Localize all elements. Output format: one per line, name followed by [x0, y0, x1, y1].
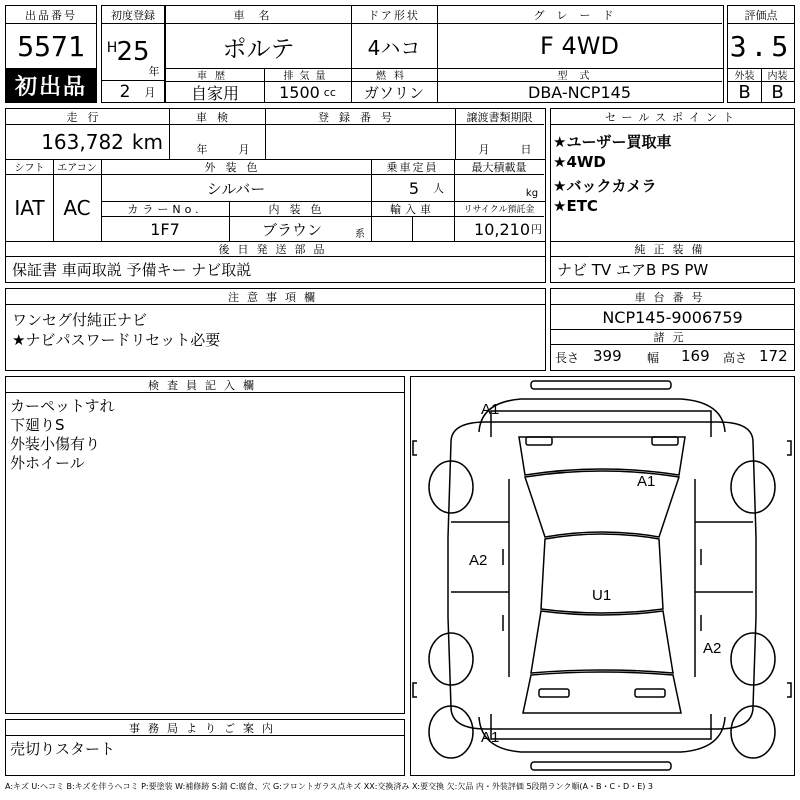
score-box — [727, 5, 795, 103]
notes-box — [5, 288, 546, 371]
sales-box — [550, 108, 795, 283]
height: 172 — [759, 347, 788, 365]
reg-label: 登録番号 — [265, 109, 455, 125]
damage-mark: A1 — [637, 473, 656, 490]
shift: IAT — [14, 196, 45, 220]
car-outline — [411, 377, 793, 774]
car-name-label: 車名 — [166, 6, 351, 24]
fuel: ガソリン — [363, 83, 424, 102]
later-items: 保証書 車両取説 予備キー ナビ取説 — [12, 261, 252, 279]
width: 169 — [681, 347, 710, 365]
year: 25 — [116, 37, 150, 67]
model-label: 型式 — [437, 68, 722, 82]
displacement-label: 排気量 — [264, 68, 351, 82]
note-line: ★ナビパスワードリセット必要 — [12, 331, 221, 349]
office-box — [5, 719, 405, 776]
first-reg-label: 初度登録 — [102, 6, 164, 24]
car-name: ポルテ — [222, 34, 295, 63]
inspector-label: 検査員記入欄 — [6, 377, 404, 393]
sales-point: ★4WD — [553, 153, 606, 171]
equip-label: 純正装備 — [551, 241, 794, 257]
door-label: ドア形状 — [351, 6, 437, 24]
displacement-unit: cc — [323, 85, 336, 99]
note-line: ワンセグ付純正ナビ — [12, 311, 148, 329]
first-listing-badge: 初出品 — [6, 68, 96, 102]
exterior-grade: B — [738, 81, 751, 103]
fuel-label: 燃料 — [351, 68, 437, 82]
length-label: 長さ — [555, 351, 580, 365]
int-color-label: 内装色 — [229, 201, 371, 217]
height-label: 高さ — [723, 351, 748, 365]
details-box — [5, 108, 546, 283]
lot-label: 出品番号 — [6, 6, 96, 24]
grade: F 4WD — [540, 32, 619, 60]
import-label: 輸入車 — [371, 201, 454, 217]
damage-mark: A2 — [469, 552, 488, 569]
month-unit: 月 — [144, 85, 156, 99]
int-color-unit: 系 — [355, 228, 365, 240]
inspector-box — [5, 376, 405, 714]
transfer-day-unit: 日 — [520, 143, 532, 156]
inspector-line: 外ホイール — [10, 454, 85, 472]
lot-number: 5571 — [17, 29, 85, 63]
recycle-label: リサイクル預託金 — [454, 201, 544, 217]
history-label: 車歴 — [166, 68, 264, 82]
mileage-cell — [6, 125, 169, 159]
sales-point: ★バックカメラ — [553, 177, 657, 195]
capacity: 5 — [408, 178, 419, 198]
inspection-label: 車検 — [169, 109, 265, 125]
recycle-cell — [454, 217, 544, 241]
spec-box — [165, 5, 724, 103]
capacity-unit: 人 — [433, 182, 444, 195]
color: シルバー — [206, 179, 266, 198]
length: 399 — [593, 347, 622, 365]
model: DBA-NCP145 — [528, 82, 631, 102]
year-unit: 年 — [148, 65, 160, 78]
load-unit: kg — [525, 187, 539, 199]
interior-grade: B — [771, 81, 784, 103]
later-label: 後日発送部品 — [6, 241, 545, 257]
shift-label: シフト — [6, 159, 53, 175]
inspection-month-unit: 月 — [238, 143, 250, 156]
mileage: 163,782 — [41, 130, 124, 154]
capacity-label: 乗車定員 — [371, 159, 454, 175]
door: 4ハコ — [367, 35, 421, 60]
damage-mark: A1 — [481, 401, 500, 418]
exterior-label: 外装 — [728, 68, 761, 82]
ac-label: エアコン — [53, 159, 101, 175]
int-color: ブラウン — [261, 220, 322, 239]
sales-point: ★ETC — [553, 197, 598, 215]
first-reg-box — [101, 5, 165, 103]
color-no-label: カラーNo. — [101, 201, 229, 217]
transfer-label: 譲渡書類期限 — [455, 109, 544, 125]
transfer-month-unit: 月 — [478, 143, 490, 156]
era: H — [106, 40, 118, 56]
mileage-label: 走行 — [6, 109, 169, 125]
car-diagram — [410, 376, 795, 776]
mileage-unit: km — [131, 130, 163, 154]
inspector-line: 外装小傷有り — [10, 435, 101, 453]
load-label: 最大積載量 — [454, 159, 544, 175]
ac: AC — [63, 196, 91, 220]
chassis-number: NCP145-9006759 — [602, 307, 743, 327]
recycle: 10,210 — [474, 219, 530, 239]
specs-label: 諸元 — [551, 329, 794, 345]
lot-box — [5, 5, 97, 103]
office-label: 事務局よりご案内 — [6, 720, 404, 736]
notes-label: 注意事項欄 — [6, 289, 545, 305]
inspector-line: 下廻りS — [10, 416, 65, 434]
width-label: 幅 — [647, 351, 660, 365]
interior-label: 内装 — [761, 68, 794, 82]
score-label: 評価点 — [728, 6, 794, 24]
damage-mark: U1 — [592, 587, 612, 604]
damage-mark: A2 — [703, 640, 722, 657]
inspection-year-unit: 年 — [196, 143, 208, 156]
sales-point: ★ユーザー買取車 — [553, 133, 672, 151]
damage-mark: A1 — [481, 729, 500, 746]
color-no: 1F7 — [150, 219, 180, 239]
capacity-cell — [371, 175, 454, 201]
score: 3.5 — [729, 29, 793, 63]
color-label: 外装色 — [101, 159, 371, 175]
month: 2 — [119, 81, 131, 102]
history: 自家用 — [190, 83, 239, 103]
grade-label: グレード — [437, 6, 722, 24]
displacement-cell — [264, 82, 351, 102]
displacement: 1500 — [279, 82, 320, 102]
equip: ナビ TV エアB PS PW — [557, 261, 709, 279]
inspector-line: カーペットすれ — [10, 397, 115, 415]
chassis-box — [550, 288, 795, 371]
recycle-unit: 円 — [531, 223, 542, 236]
chassis-label: 車台番号 — [551, 289, 794, 305]
office-text: 売切りスタート — [10, 740, 116, 758]
legend: A:キズ U:ヘコミ B:キズを伴うヘコミ P:要塗装 W:補修跡 S:錆 C:腐食、穴 G:フロントガラス点キズ XX:交換済み X:要交換 欠:欠品 内・外装評価 5段階ランク順(A・B・C・D・E) 3 — [5, 782, 654, 791]
sales-label: セールスポイント — [551, 109, 794, 125]
